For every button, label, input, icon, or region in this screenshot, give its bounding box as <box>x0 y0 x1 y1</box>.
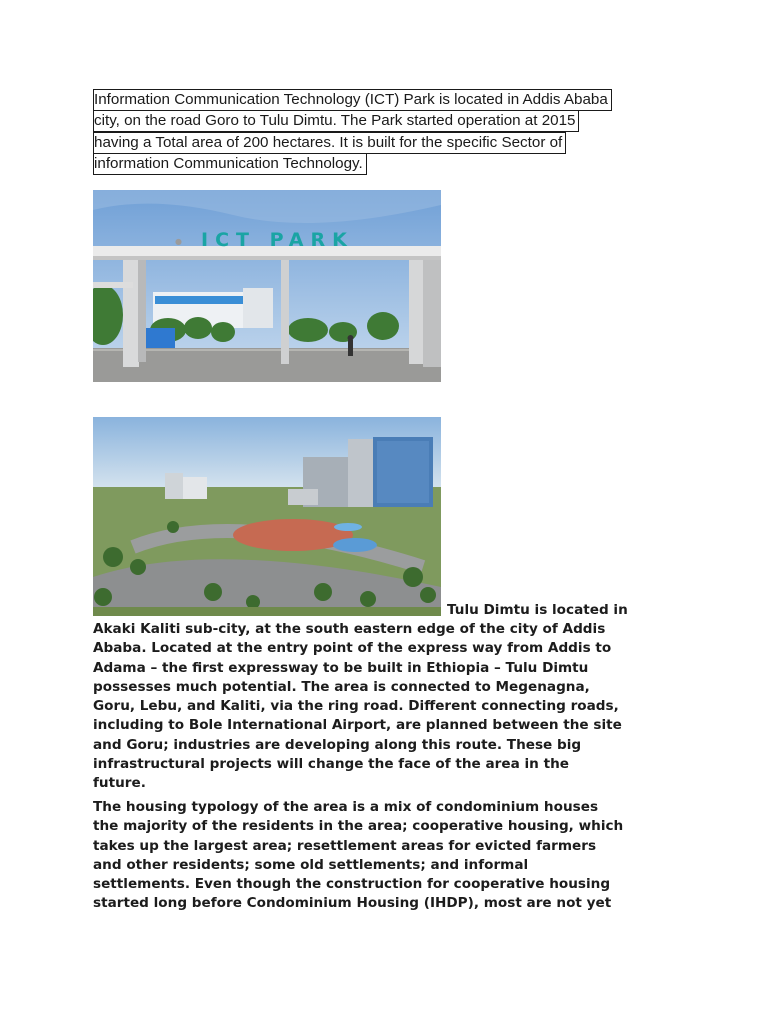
paragraph-1: Akaki Kaliti sub-city, at the south eastern edge of the city of Addis Ababa. Located at the entry point of the express way from Addis to Adama – the first expressway to be built in Ethiopia – Tulu Dimtu possesses much potential. The area is connected to Megenagna, Goru, Lebu, and Kaliti, via the ring road. Different connecting roads, including to Bole International Airport, are planned between the site and Goru; industries are developing along this route. These big infrastructural projects will change the face of the area in the future. <box>93 621 622 792</box>
paragraph-2: The housing typology of the area is a mix of condominium houses the majority of the residents in the area; cooperative housing, which takes up the largest area; resettlement areas for evicted farmers and other residents; some old settlements; and informal settlements. Even though the construction for cooperative housing started long before Condominium Housing (IHDP), most are not yet <box>93 799 624 912</box>
intro-line-1: Information Communication Technology (ICT) Park is located in Addis Ababa <box>93 89 612 111</box>
ict-park-sign: ICT PARK <box>201 229 354 251</box>
intro-line-4: information Communication Technology. <box>93 153 367 175</box>
paragraph-1-first-line: Tulu Dimtu is located in <box>447 602 628 618</box>
ict-park-aerial-photo <box>93 417 441 616</box>
gate-logo-text: ● <box>175 237 182 246</box>
intro-line-3: having a Total area of 200 hectares. It is built for the specific Sector of <box>93 132 566 154</box>
ict-park-gate-photo <box>93 190 441 382</box>
intro-line-2: city, on the road Goro to Tulu Dimtu. The Park started operation at 2015 <box>93 110 579 132</box>
